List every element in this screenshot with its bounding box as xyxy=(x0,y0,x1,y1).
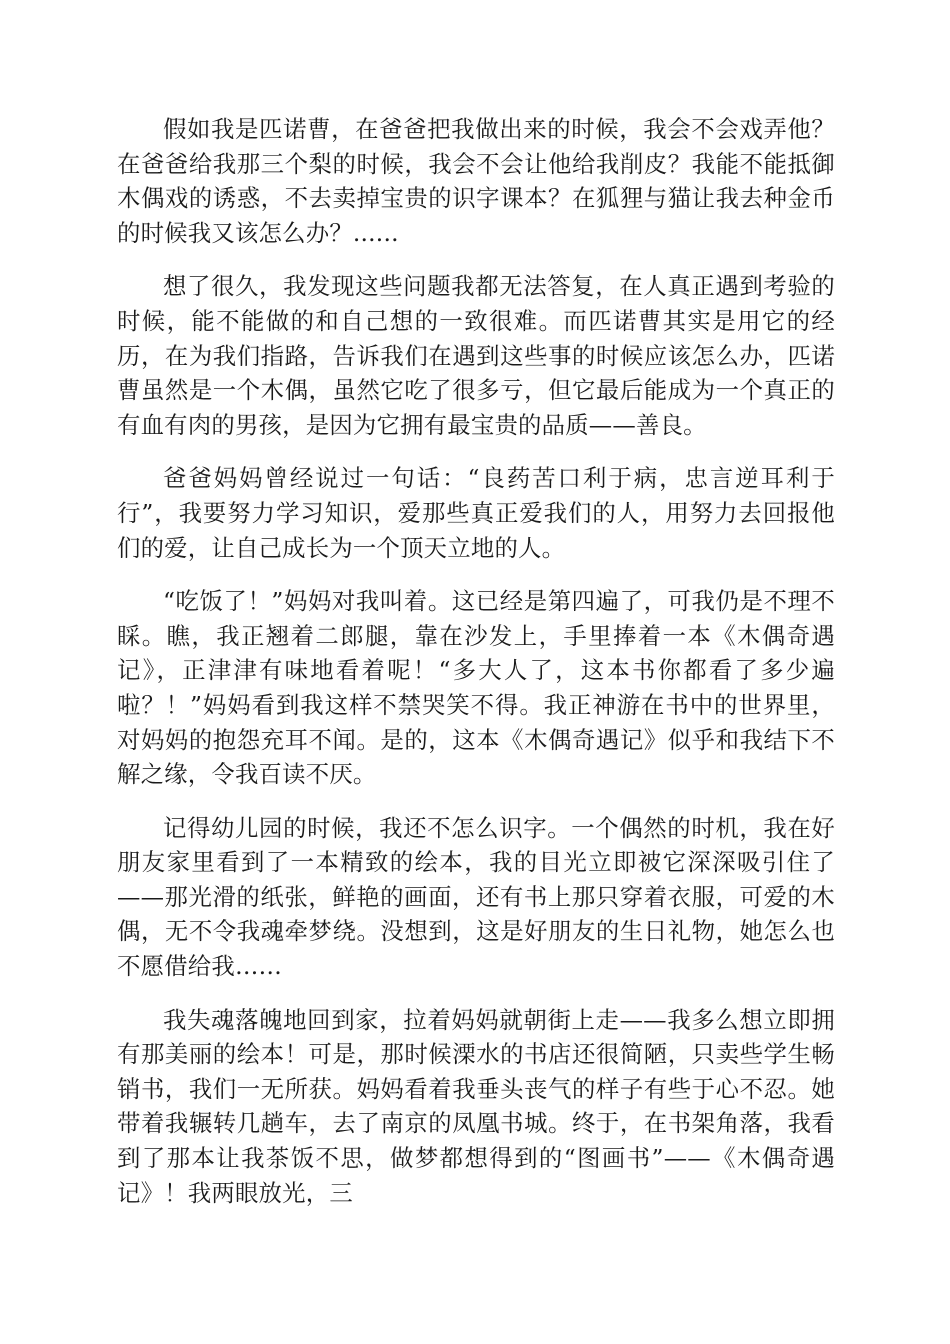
paragraph-3: 爸爸妈妈曾经说过一句话：“良药苦口利于病，忠言逆耳利于行”，我要努力学习知识，爱那些真正爱我们的人，用努力去回报他们的爱，让自己成长为一个顶天立地的人。 xyxy=(117,464,835,562)
document-body xyxy=(117,112,835,1229)
paragraph-6: 我失魂落魄地回到家，拉着妈妈就朝街上走——我多么想立即拥有那美丽的绘本！可是，那时候溧水的书店还很简陋，只卖些学生畅销书，我们一无所获。妈妈看着我垂头丧气的样子有些于心不忍。她带着我辗转几趟车，去了南京的凤凰书城。终于，在书架角落，我看到了那本让我茶饭不思，做梦都想得到的“图画书”——《木偶奇遇记》！我两眼放光，三 xyxy=(117,1005,835,1207)
paragraph-4: “吃饭了！”妈妈对我叫着。这已经是第四遍了，可我仍是不理不睬。瞧，我正翘着二郎腿，靠在沙发上，手里捧着一本《木偶奇遇记》，正津津有味地看着呢！“多大人了，这本书你都看了多少遍啦？！”妈妈看到我这样不禁哭笑不得。我正神游在书中的世界里，对妈妈的抱怨充耳不闻。是的，这本《木偶奇遇记》似乎和我结下不解之缘，令我百读不厌。 xyxy=(117,587,835,789)
paragraph-5: 记得幼儿园的时候，我还不怎么识字。一个偶然的时机，我在好朋友家里看到了一本精致的绘本，我的目光立即被它深深吸引住了——那光滑的纸张，鲜艳的画面，还有书上那只穿着衣服，可爱的木偶，无不令我魂牵梦绕。没想到，这是好朋友的生日礼物，她怎么也不愿借给我…… xyxy=(117,813,835,981)
paragraph-2: 想了很久，我发现这些问题我都无法答复，在人真正遇到考验的时候，能不能做的和自己想的一致很难。而匹诺曹其实是用它的经历，在为我们指路，告诉我们在遇到这些事的时候应该怎么办，匹诺曹虽然是一个木偶，虽然它吃了很多亏，但它最后能成为一个真正的有血有肉的男孩，是因为它拥有最宝贵的品质——善良。 xyxy=(117,272,835,439)
paragraph-1: 假如我是匹诺曹，在爸爸把我做出来的时候，我会不会戏弄他？在爸爸给我那三个梨的时候，我会不会让他给我削皮？我能不能抵御木偶戏的诱惑，不去卖掉宝贵的识字课本？在狐狸与猫让我去种金币的时候我又该怎么办？...... xyxy=(117,115,835,247)
